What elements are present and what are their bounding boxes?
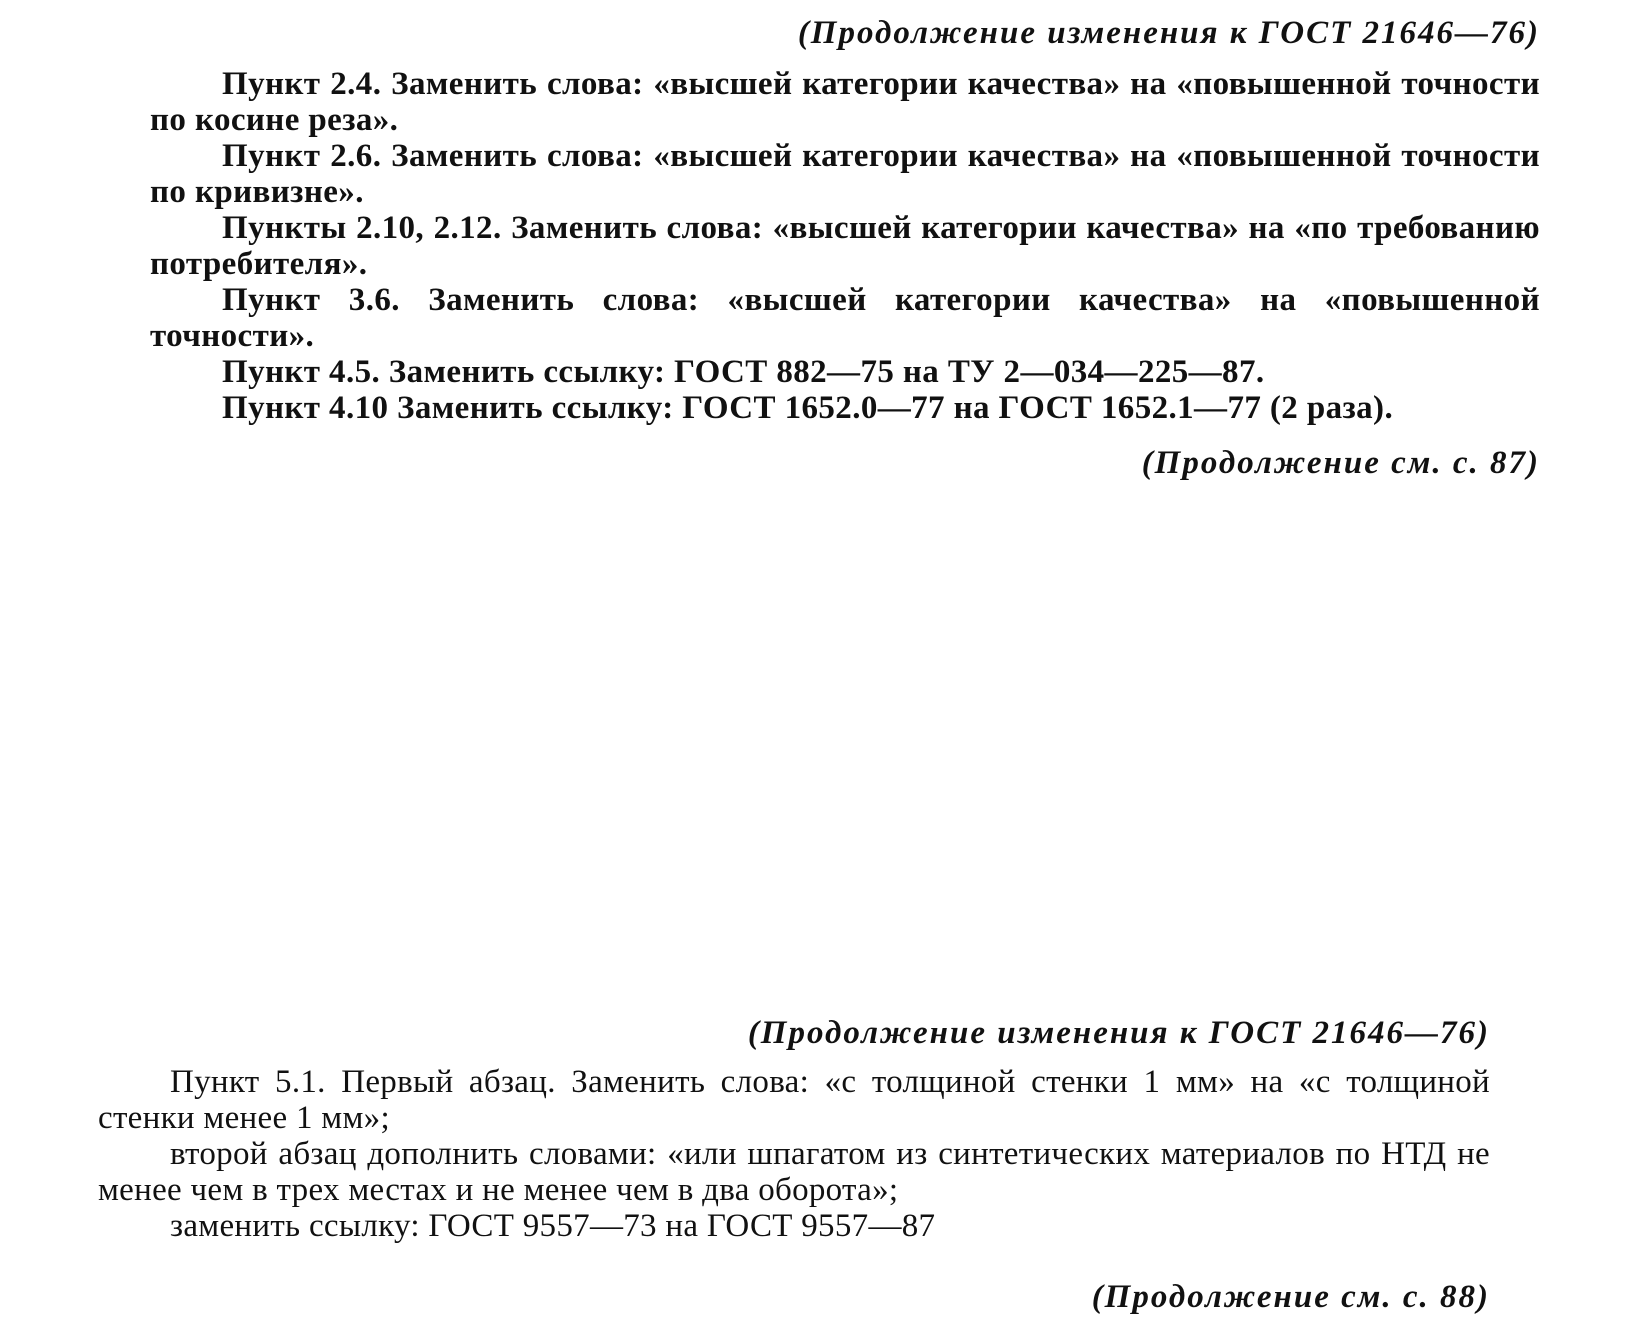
amendment-paragraph: Пункт 4.10 Заменить ссылку: ГОСТ 1652.0—77 на ГОСТ 1652.1—77 (2 раза). (222, 390, 1394, 426)
continuation-header: (Продолжение изменения к ГОСТ 21646—76) (797, 15, 1540, 51)
amendment-paragraph: Пункт 4.5. Заменить ссылку: ГОСТ 882—75 на ТУ 2—034—225—87. (222, 354, 1265, 390)
amendment-paragraph: Пункт 3.6. Заменить слова: «высшей категории качества» на «повышенной точности». (150, 282, 1540, 354)
continuation-header: (Продолжение изменения к ГОСТ 21646—76) (747, 1015, 1490, 1051)
amendment-paragraph: Пункт 5.1. Первый абзац. Заменить слова: «с толщиной стенки 1 мм» на «с толщиной стенки менее 1 мм»; (98, 1064, 1490, 1136)
amendment-paragraph: Пункты 2.10, 2.12. Заменить слова: «высшей категории качества» на «по требованию потребителя». (150, 210, 1540, 282)
continuation-footer: (Продолжение см. с. 87) (1141, 445, 1540, 481)
continuation-footer: (Продолжение см. с. 88) (1091, 1279, 1490, 1315)
amendment-paragraph: Пункт 2.6. Заменить слова: «высшей категории качества» на «повышенной точности по кривизне». (150, 138, 1540, 210)
amendment-paragraph: Пункт 2.4. Заменить слова: «высшей категории качества» на «повышенной точности по косине реза». (150, 66, 1540, 138)
amendment-block-second (98, 1010, 1490, 1320)
amendment-block-first (150, 10, 1540, 486)
amendment-paragraph: заменить ссылку: ГОСТ 9557—73 на ГОСТ 9557—87 (170, 1208, 936, 1244)
amendment-paragraph: второй абзац дополнить словами: «или шпагатом из синтетических материалов по НТД не менее чем в трех местах и не менее чем в два оборота»; (98, 1136, 1490, 1208)
